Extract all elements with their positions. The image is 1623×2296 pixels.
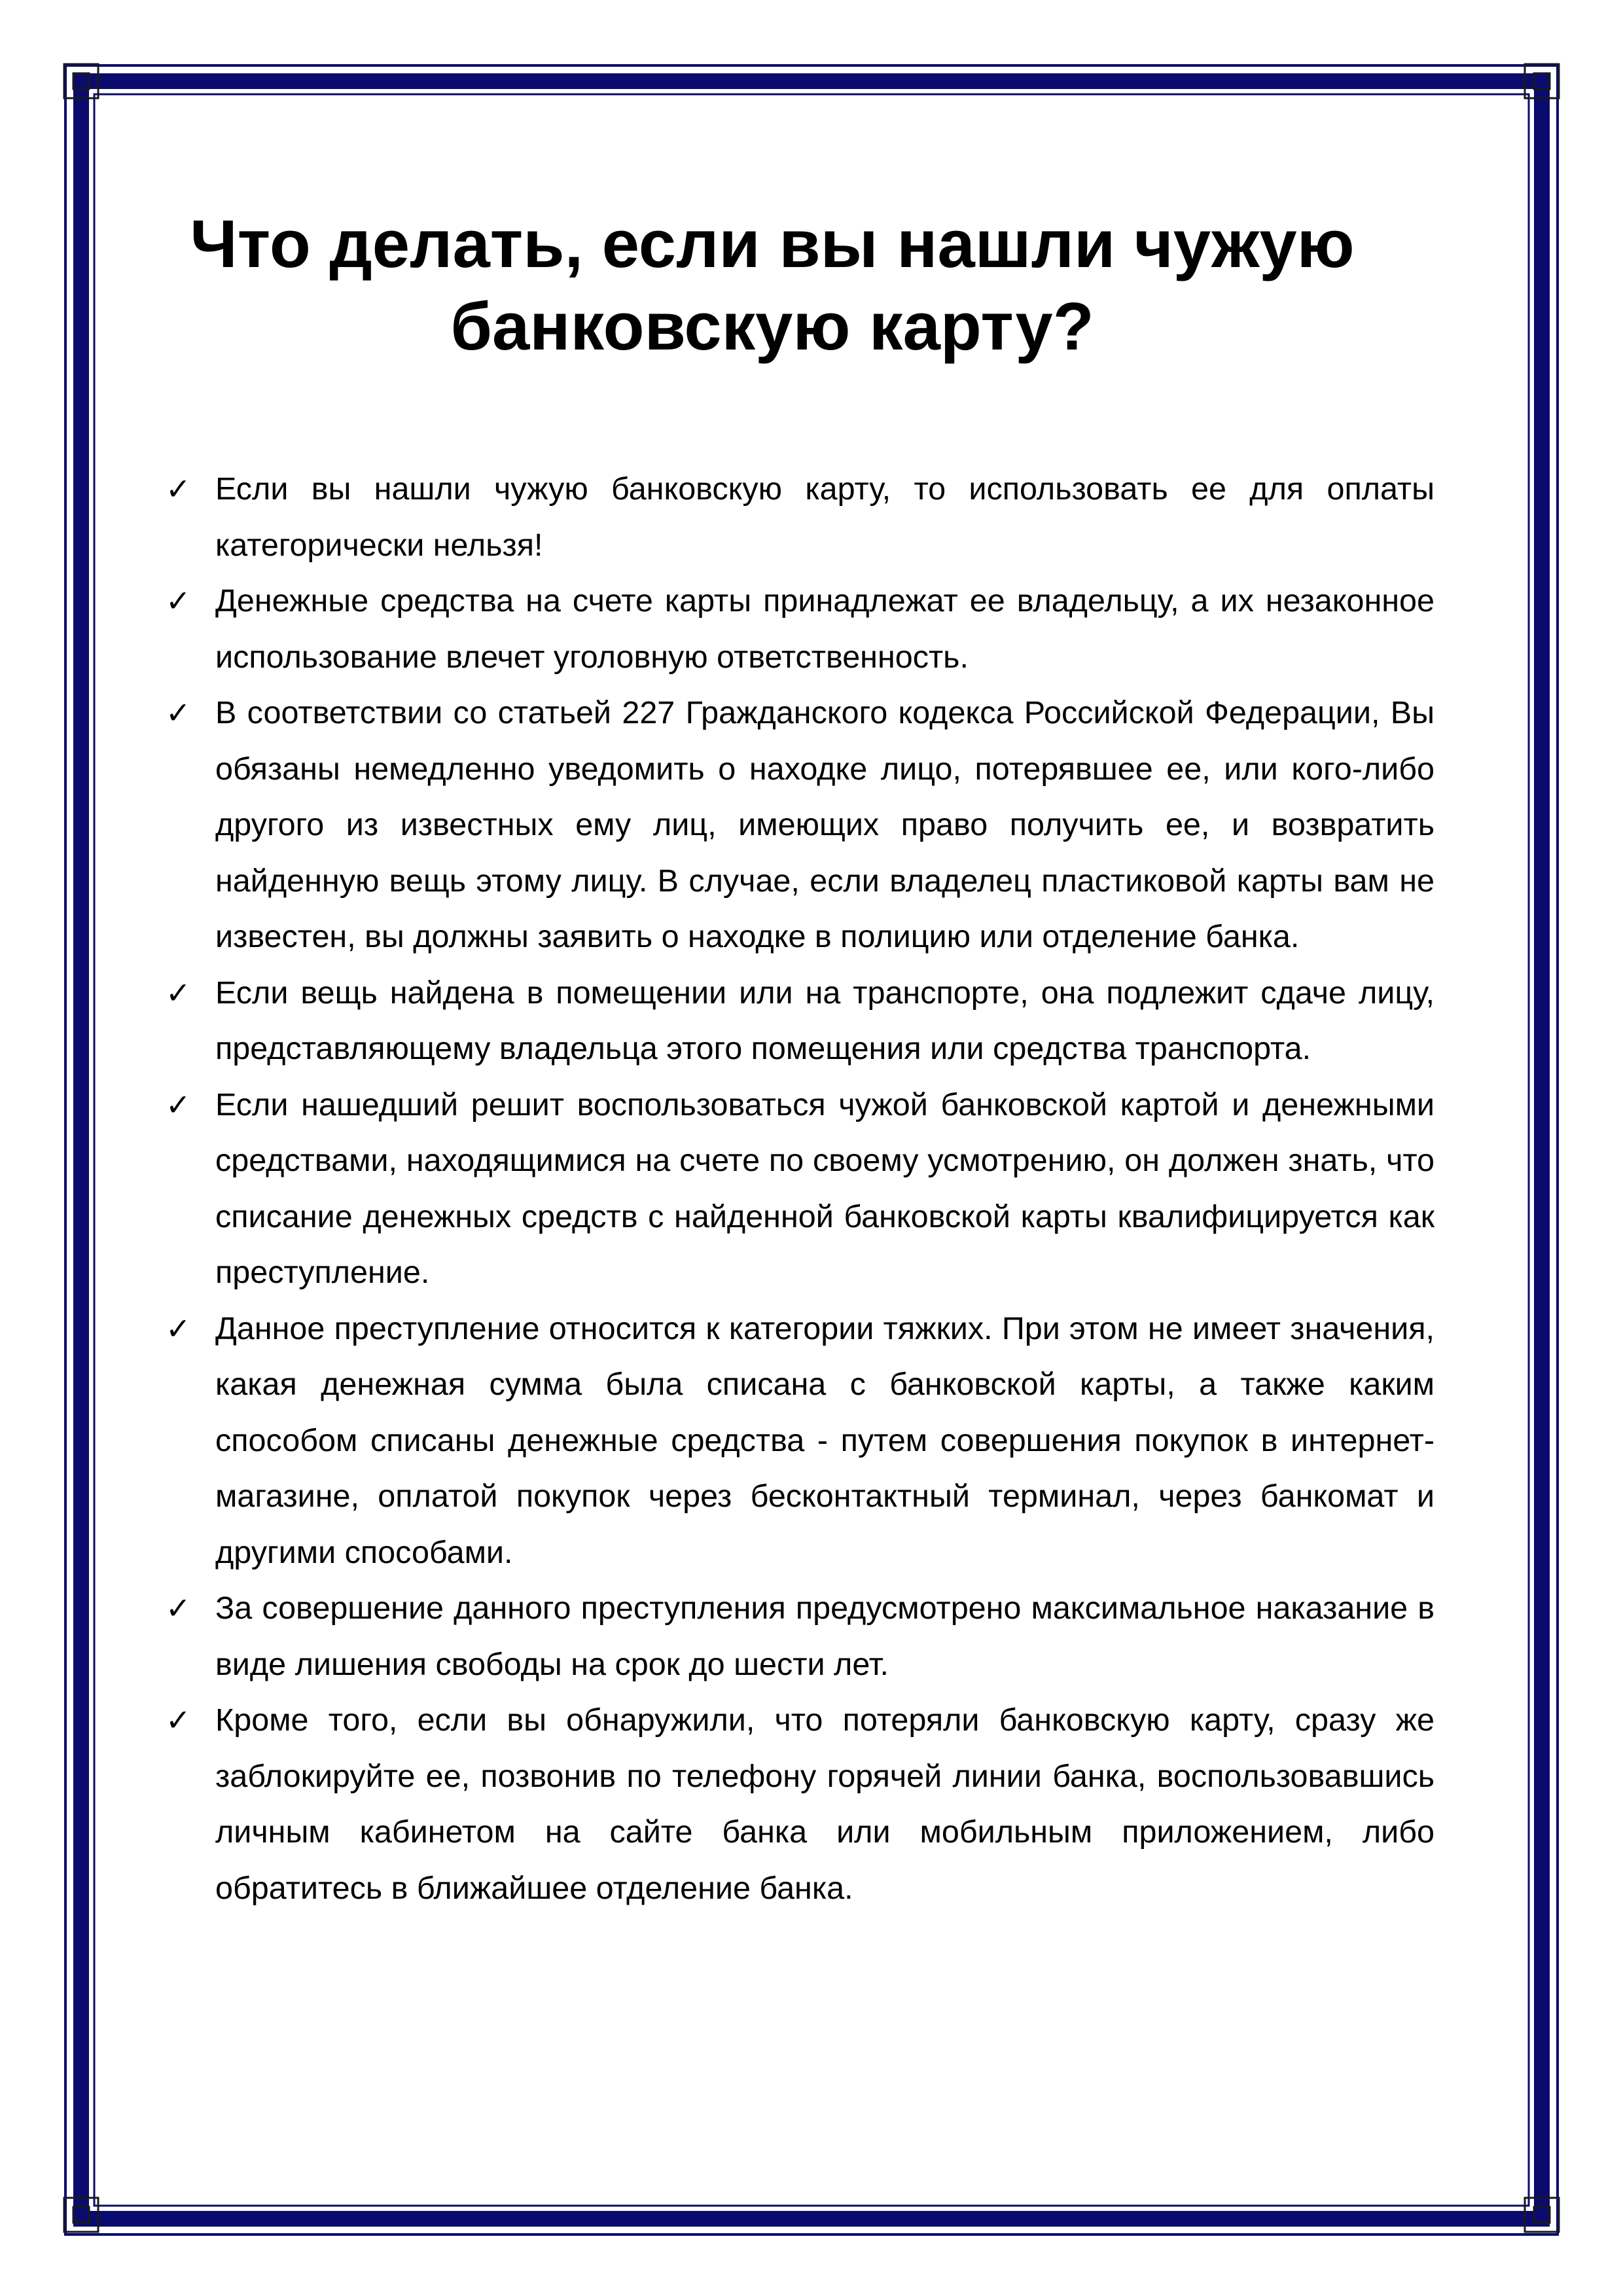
list-item-text: За совершение данного преступления предусмотрено максимальное наказание в виде лишения свободы на срок до шести лет. <box>215 1590 1435 1682</box>
title-line: банковскую карту? <box>450 289 1094 364</box>
list-item <box>162 1301 1435 1581</box>
checkmark-icon: ✓ <box>166 1310 191 1346</box>
checkmark-icon: ✓ <box>166 975 191 1011</box>
list-item-text: Если вещь найдена в помещении или на транспорте, она подлежит сдаче лицу, представляющему владельца этого помещения или средства транспорта. <box>215 975 1435 1066</box>
checkmark-icon: ✓ <box>166 583 191 619</box>
checkmark-icon: ✓ <box>166 1702 191 1738</box>
list-item <box>162 461 1435 573</box>
list-item <box>162 1581 1435 1693</box>
list-item-text: В соответствии со статьей 227 Гражданского кодекса Российской Федерации, Вы обязаны немедленно уведомить о находке лицо, потерявшее ее, или кого-либо другого из известных ему лиц, имеющих право получить ее, и возвратить найденную вещь этому лицу. В случае, если владелец пластиковой карты вам не известен, вы должны заявить о находке в полицию или отделение банка. <box>215 695 1435 954</box>
list-item-text: Денежные средства на счете карты принадлежат ее владельцу, а их незаконное использование влечет уголовную ответственность. <box>215 583 1435 675</box>
list-item-text: Если вы нашли чужую банковскую карту, то использовать ее для оплаты категорически нельзя! <box>215 471 1435 563</box>
checkmark-icon: ✓ <box>166 695 191 730</box>
list-item <box>162 1693 1435 1916</box>
checkmark-icon: ✓ <box>166 1086 191 1122</box>
checkmark-icon: ✓ <box>166 471 191 507</box>
list-item-text: Данное преступление относится к категории тяжких. При этом не имеет значения, какая денежная сумма была списана с банковской карты, а также каким способом списаны денежные средства - путем совершения покупок в интернет-магазине, оплатой покупок через бесконтактный терминал, через банкомат и другими способами. <box>215 1310 1435 1570</box>
list-item <box>162 685 1435 965</box>
list-item <box>162 1077 1435 1301</box>
list-item <box>162 965 1435 1077</box>
list-item-text: Кроме того, если вы обнаружили, что потеряли банковскую карту, сразу же заблокируйте ее, позвонив по телефону горячей линии банка, воспользовавшись личным кабинетом на сайте банка или мобильным приложением, либо обратитесь в ближайшее отделение банка. <box>215 1702 1435 1906</box>
checkmark-icon: ✓ <box>166 1590 191 1626</box>
list-item <box>162 573 1435 685</box>
list-item-text: Если нашедший решит воспользоваться чужой банковской картой и денежными средствами, находящимися на счете по своему усмотрению, он должен знать, что списание денежных средств с найденной банковской карты квалифицируется как преступление. <box>215 1086 1435 1290</box>
title-line: Что делать, если вы нашли чужую <box>190 206 1355 281</box>
advice-list <box>162 461 1435 1916</box>
page-title <box>131 203 1414 368</box>
